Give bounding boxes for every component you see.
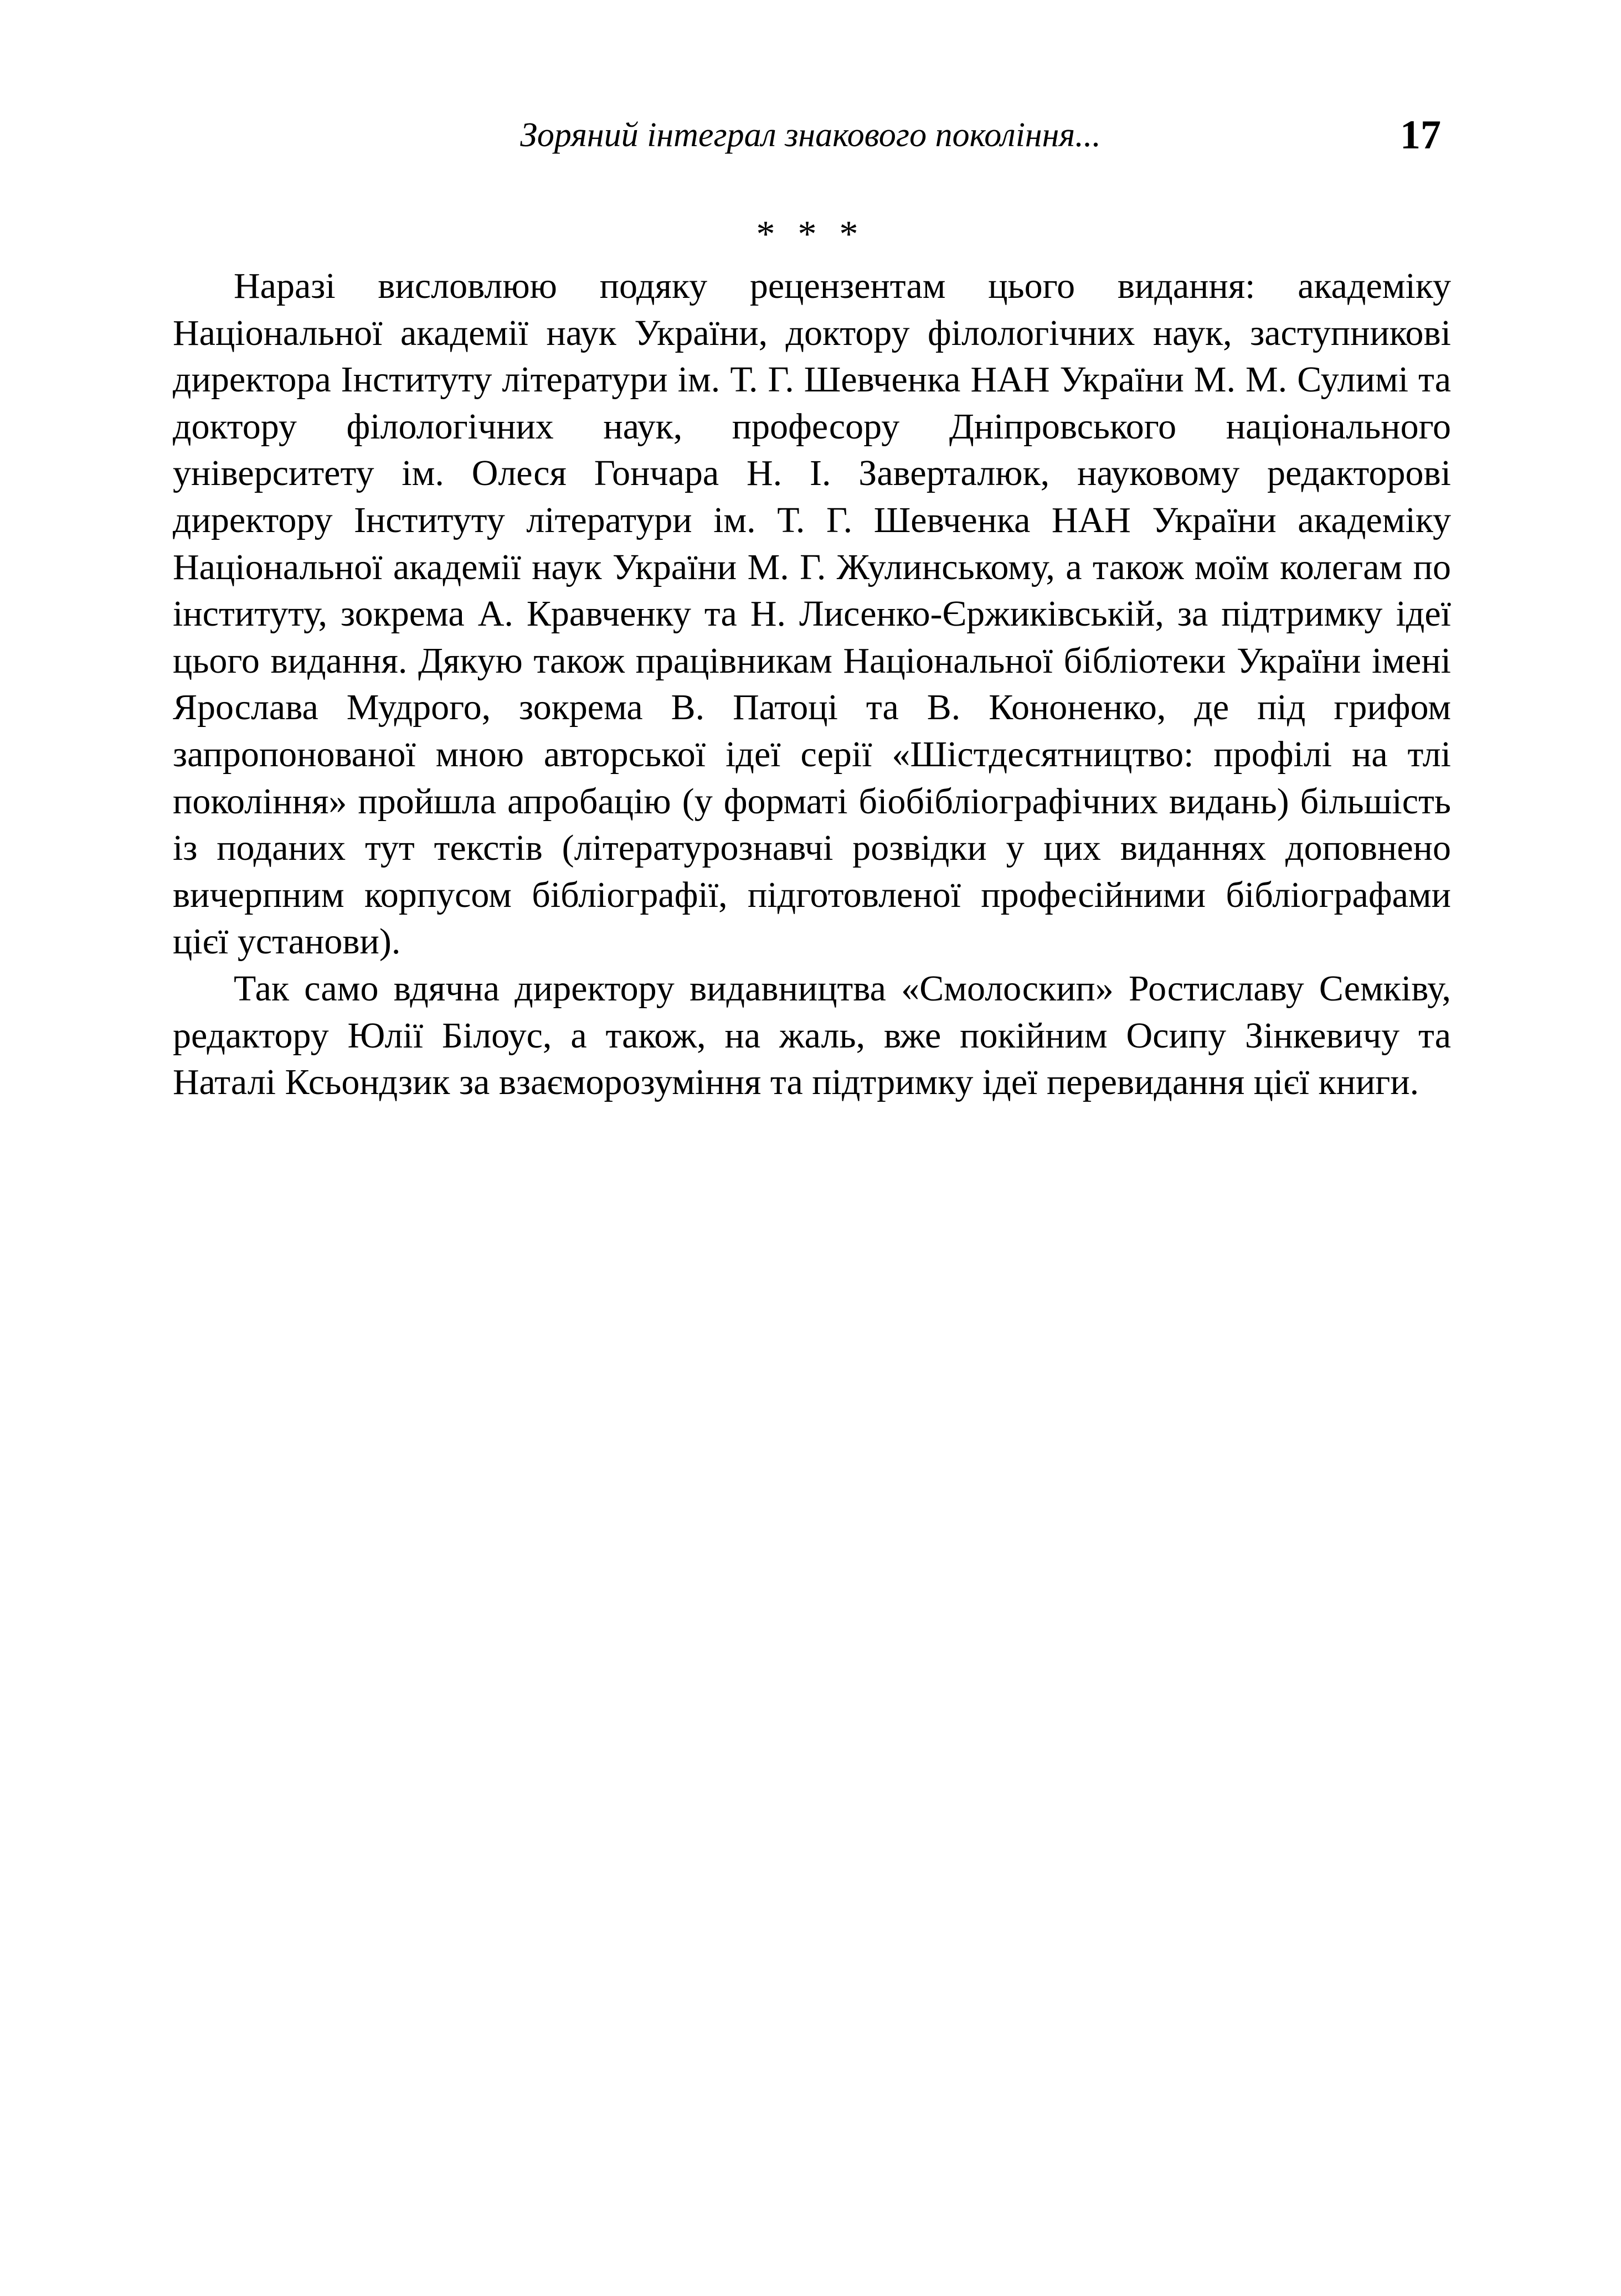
running-title: Зоряний інтеграл знакового покоління... — [520, 116, 1101, 154]
section-separator: * * * — [756, 213, 865, 255]
page-number: 17 — [1400, 112, 1441, 158]
paragraph-acknowledgements: Наразі висловлюю подяку рецензентам цього видання: академіку Національної академії наук України, доктору філологічних наук, заступникові директора Інституту літератури ім. Т. Г. Шевченка НАН України М. М. Сулимі та доктору філологічних наук, професору Дніпровського національного університету ім. Олеся Гончара Н. І. Заверталюк, науковому редакторові директору Інституту літератури ім. Т. Г. Шевченка НАН України академіку Національної академії наук України М. Г. Жулинському, а також моїм колегам по інституту, зокрема А. Кравченку та Н. Лисенко-Єржиківській, за підтримку ідеї цього видання. Дякую також працівникам Національної бібліотеки України імені Ярослава Мудрого, зокрема В. Патоці та В. Кононенко, де під грифом запропонованої мною авторської ідеї серії «Шістдесятництво: профілі на тлі покоління» пройшла апробацію (у форматі біобібліографічних видань) більшість із поданих тут текстів (літературознавчі розвідки у цих виданнях доповнено вичерпним корпусом бібліографії, підготовленої професійними бібліографами цієї установи). — [173, 266, 1451, 962]
paragraph-publisher-thanks: Так само вдячна директору видавництва «Смолоскип» Ростиславу Семківу, редактору Юлії Білоус, а також, на жаль, вже покійним Осипу Зінкевичу та Наталі Ксьондзик за взаєморозуміння та підтримку ідеї перевидання цієї книги. — [173, 968, 1451, 1103]
body-text — [173, 263, 1451, 1106]
